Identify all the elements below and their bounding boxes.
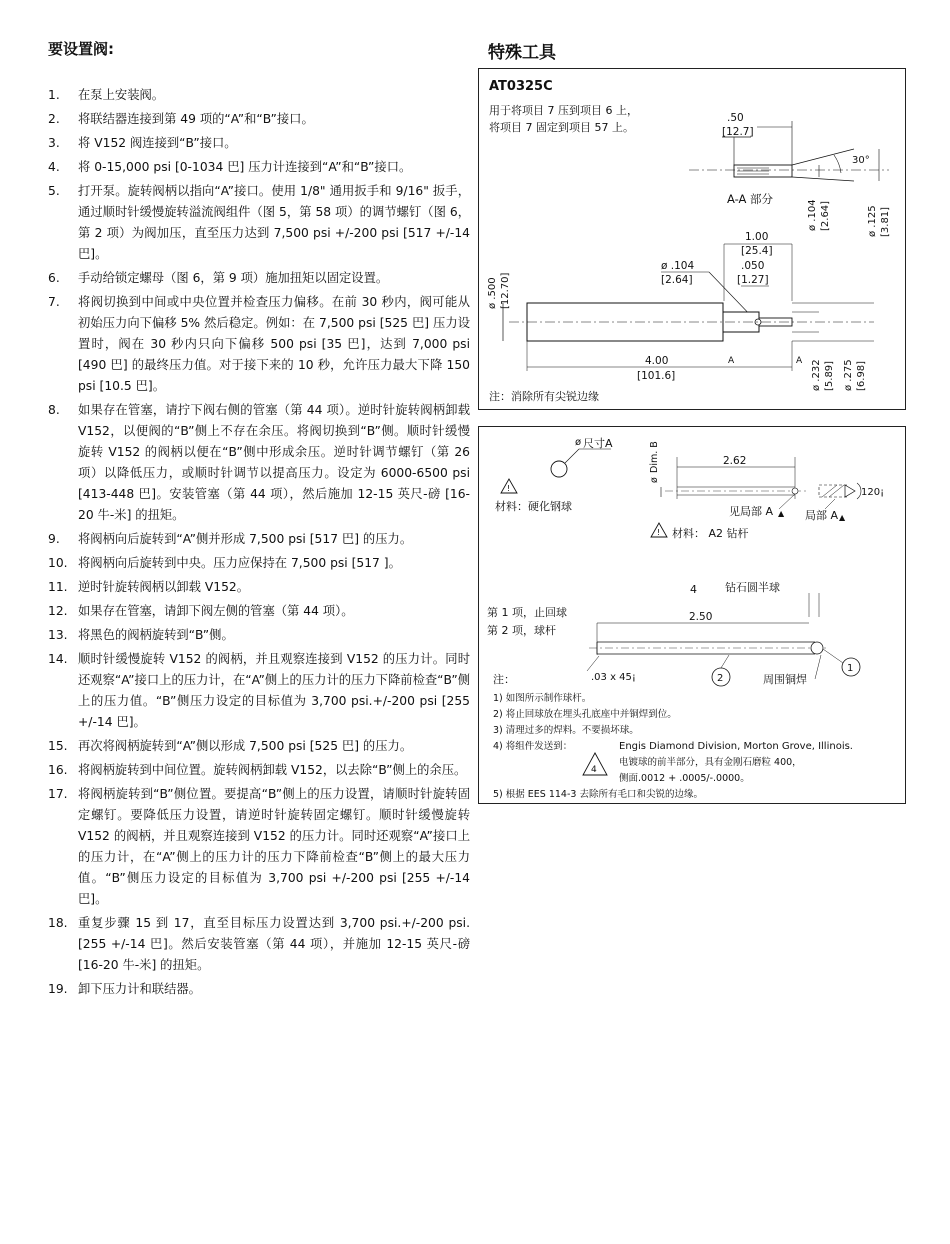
- desc-line-2: 将项目 7 固定到项目 57 上。: [489, 121, 634, 134]
- step-item: [48, 268, 470, 289]
- svg-text:4.00: 4.00: [645, 355, 669, 367]
- step-number: 9.: [48, 532, 60, 546]
- svg-text:4: 4: [591, 765, 597, 775]
- step-text: 逆时针旋转阀柄以卸载 V152。: [78, 580, 250, 594]
- step-text: 再次将阀柄旋转到“A”侧以形成 7,500 psi [525 巴] 的压力。: [78, 739, 413, 753]
- svg-text:1) 如图所示制作球杆。: 1) 如图所示制作球杆。: [493, 693, 592, 704]
- svg-text:ø .104: ø .104: [661, 260, 695, 272]
- material-2: 材料： A2 钻杆: [672, 527, 749, 540]
- procedure-column: [48, 38, 470, 1003]
- svg-text:[101.6]: [101.6]: [637, 370, 676, 382]
- step-item: [48, 625, 470, 646]
- svg-text:钻石圆半球: 钻石圆半球: [725, 581, 780, 594]
- svg-text:4: 4: [690, 583, 697, 596]
- desc-line-1: 用于将项目 7 压到项目 6 上，: [489, 104, 638, 117]
- step-number: 3.: [48, 136, 60, 150]
- special-tools-title: 特殊工具: [488, 43, 556, 63]
- svg-text:A: A: [796, 356, 803, 366]
- svg-text:2.50: 2.50: [689, 611, 713, 623]
- step-item: [48, 400, 470, 526]
- step-number: 5.: [48, 184, 60, 198]
- step-text: 如果存在管塞，请卸下阀左侧的管塞（第 44 项）。: [78, 604, 354, 618]
- step-number: 4.: [48, 160, 60, 174]
- svg-text:!: !: [507, 484, 511, 493]
- svg-text:.050: .050: [741, 260, 765, 272]
- svg-text:[6.98]: [6.98]: [856, 360, 867, 391]
- svg-text:3) 清理过多的焊料。不要损坏球。: 3) 清理过多的焊料。不要损坏球。: [493, 725, 639, 736]
- step-item: [48, 601, 470, 622]
- section-label: A-A 部分: [727, 192, 774, 206]
- step-number: 17.: [48, 787, 68, 801]
- step-number: 19.: [48, 982, 68, 996]
- step-item: [48, 913, 470, 976]
- step-text: 重复步骤 15 到 17，直至目标压力设置达到 3,700 psi.+/-200 psi. [255 +/-14 巴]。然后安装管塞（第 44 项），并施加 12-15 英尺-磅 [16-20 牛-米] 的扭矩。: [78, 916, 470, 972]
- svg-text:Engis Diamond Division, Morton: Engis Diamond Division, Morton Grove, Illinois.: [619, 741, 853, 752]
- svg-text:1: 1: [847, 663, 854, 674]
- svg-text:注：: 注：: [493, 673, 515, 686]
- svg-text:局部 A: 局部 A: [805, 509, 839, 522]
- svg-text:ø .232: ø .232: [811, 359, 822, 391]
- step-item: [48, 979, 470, 1000]
- step-number: 7.: [48, 295, 60, 309]
- svg-text:ø .104: ø .104: [807, 199, 818, 231]
- step-text: 将阀柄向后旋转到中央。压力应保持在 7,500 psi [517 ]。: [78, 556, 401, 570]
- step-number: 1.: [48, 88, 60, 102]
- svg-text:.50: .50: [727, 112, 744, 124]
- step-item: [48, 736, 470, 757]
- svg-text:[12.70]: [12.70]: [500, 272, 511, 309]
- step-text: 将联结器连接到第 49 项的“A”和“B”接口。: [78, 112, 314, 126]
- svg-text:ø: ø: [575, 437, 582, 448]
- step-number: 11.: [48, 580, 68, 594]
- step-text: 在泵上安装阀。: [78, 88, 165, 102]
- svg-text:第 1 项，止回球: 第 1 项，止回球: [487, 606, 567, 619]
- step-text: 打开泵。旋转阀柄以指向“A”接口。使用 1/8" 通用扳手和 9/16" 扳手，通过顺时针缓慢旋转溢流阀组件（图 5，第 58 项）的调节螺钉（图 6，第 2 项）为阀加压，直至压力达到 7,500 psi +/-200 psi [517 +/-14 巴]。: [78, 184, 470, 261]
- svg-text:30°: 30°: [852, 155, 870, 166]
- step-item: [48, 85, 470, 106]
- svg-text:ø .500: ø .500: [487, 277, 498, 309]
- step-number: 8.: [48, 403, 60, 417]
- material-1: 材料：硬化钢球: [495, 500, 572, 513]
- step-number: 16.: [48, 763, 68, 777]
- step-item: [48, 760, 470, 781]
- svg-text:ø .275: ø .275: [843, 359, 854, 391]
- step-text: 将 0-15,000 psi [0-1034 巴] 压力计连接到“A”和“B”接口。: [78, 160, 412, 174]
- svg-text:[12.7]: [12.7]: [722, 126, 754, 138]
- svg-text:周围铜焊: 周围铜焊: [763, 673, 807, 686]
- svg-text:4) 将组件发送到：: 4) 将组件发送到：: [493, 741, 573, 752]
- step-number: 10.: [48, 556, 68, 570]
- svg-text:2.62: 2.62: [723, 455, 747, 467]
- step-text: 卸下压力计和联结器。: [78, 982, 201, 996]
- step-text: 将阀柄向后旋转到“A”侧并形成 7,500 psi [517 巴] 的压力。: [78, 532, 413, 546]
- step-text: 顺时针缓慢旋转 V152 的阀柄，并且观察连接到 V152 的压力计。同时还观察“A”接口上的压力计，在“A”侧上的压力计的压力下降前检查“B”侧上的压力值。“B”侧压力设定的目标值为 3,700 psi.+/-200 psi [255 +/-14 巴]。: [78, 652, 470, 729]
- svg-text:2) 将止回球放在埋头孔底座中并铜焊到位。: 2) 将止回球放在埋头孔底座中并铜焊到位。: [493, 709, 677, 720]
- svg-text:!: !: [657, 528, 661, 537]
- step-text: 将阀柄旋转到“B”侧位置。要提高“B”侧上的压力设置，请顺时针旋转固定螺钉。要降低压力设置，请逆时针旋转固定螺钉。顺时针缓慢旋转 V152 的阀柄，并且观察连接到 V152 的压力计。同时还观察“A”接口上的压力计，在“A”侧上的压力计的压力下降前检查“B”侧上的最大压力值。“B”侧压力设定的目标值为 3,700 psi +/-200 psi [255 +/-14 巴]。: [78, 787, 470, 906]
- step-text: 将阀柄旋转到中间位置。旋转阀柄卸载 V152，以去除“B”侧上的余压。: [78, 763, 467, 777]
- svg-text:尺寸A: 尺寸A: [583, 437, 613, 450]
- svg-text:[25.4]: [25.4]: [741, 245, 773, 257]
- tool-drawing-at0325c: [478, 68, 906, 410]
- svg-text:120¡: 120¡: [861, 487, 885, 498]
- step-text: 如果存在管塞，请拧下阀右侧的管塞（第 44 项）。逆时针旋转阀柄卸载 V152，以便阀的“B”侧上不存在余压。将阀切换到“B”侧。顺时针缓慢旋转 V152 的阀柄以便在“B”侧中形成余压。逆时针调节螺钉（第 26 项）以降低压力，或顺时针调节以提高压力。设定为 6000-6500 psi [413-448 巴]。安装管塞（第 44 项），然后施加 12-15 英尺-磅 [16-20 牛-米] 的扭矩。: [78, 403, 470, 522]
- step-item: [48, 109, 470, 130]
- svg-text:Dim. B: Dim. B: [649, 441, 660, 473]
- svg-text:第 2 项，球杆: 第 2 项，球杆: [487, 624, 556, 637]
- step-text: 将 V152 阀连接到“B”接口。: [78, 136, 237, 150]
- drawing-note: 注：消除所有尖锐边缘: [489, 390, 599, 403]
- step-item: [48, 553, 470, 574]
- step-text: 手动给锁定螺母（图 6，第 9 项）施加扭矩以固定设置。: [78, 271, 389, 285]
- svg-text:▲: ▲: [778, 509, 785, 518]
- step-item: [48, 292, 470, 397]
- step-number: 13.: [48, 628, 68, 642]
- step-text: 将阀切换到中间或中央位置并检查压力偏移。在前 30 秒内，阀可能从初始压力向下偏移 5% 然后稳定。例如：在 7,500 psi [525 巴] 压力设置时，阀在 30 秒内只向下偏移 500 psi [35 巴]，达到 7,000 psi [490 巴] 的最终压力值。对于接下来的 10 秒，允许压力最大下降 150 psi [10.5 巴]。: [78, 295, 470, 393]
- step-item: [48, 157, 470, 178]
- step-item: [48, 784, 470, 910]
- svg-text:[2.64]: [2.64]: [820, 200, 831, 231]
- tool-drawing-ball-rod: [478, 426, 906, 804]
- step-item: [48, 133, 470, 154]
- svg-text:见局部 A: 见局部 A: [729, 505, 774, 518]
- step-item: [48, 181, 470, 265]
- step-item: [48, 649, 470, 733]
- step-number: 14.: [48, 652, 68, 666]
- svg-text:1.00: 1.00: [745, 231, 769, 243]
- svg-text:ø: ø: [649, 477, 660, 483]
- svg-text:A: A: [728, 356, 735, 366]
- steps-list: [48, 85, 470, 1000]
- svg-text:[3.81]: [3.81]: [880, 206, 891, 237]
- svg-text:侧面.0012 + .0005/-.0000。: 侧面.0012 + .0005/-.0000。: [619, 773, 750, 784]
- step-number: 6.: [48, 271, 60, 285]
- svg-text:电镀球的前半部分，具有金刚石磨粒 400，: 电镀球的前半部分，具有金刚石磨粒 400，: [619, 757, 802, 768]
- svg-text:5) 根据 EES 114-3 去除所有毛口和尖锐的边缘。: 5) 根据 EES 114-3 去除所有毛口和尖锐的边缘。: [493, 789, 703, 800]
- svg-text:[1.27]: [1.27]: [737, 274, 769, 286]
- svg-text:ø .125: ø .125: [867, 205, 878, 237]
- step-number: 15.: [48, 739, 68, 753]
- svg-text:[2.64]: [2.64]: [661, 274, 693, 286]
- step-item: [48, 529, 470, 550]
- step-number: 2.: [48, 112, 60, 126]
- svg-text:[5.89]: [5.89]: [824, 360, 835, 391]
- step-text: 将黑色的阀柄旋转到“B”侧。: [78, 628, 234, 642]
- svg-text:2: 2: [717, 673, 724, 684]
- step-number: 18.: [48, 916, 68, 930]
- part-number: AT0325C: [489, 79, 553, 94]
- svg-text:.03 x 45¡: .03 x 45¡: [591, 672, 636, 683]
- svg-text:▲: ▲: [839, 513, 846, 522]
- procedure-heading: 要设置阀:: [48, 40, 114, 58]
- step-number: 12.: [48, 604, 68, 618]
- step-item: [48, 577, 470, 598]
